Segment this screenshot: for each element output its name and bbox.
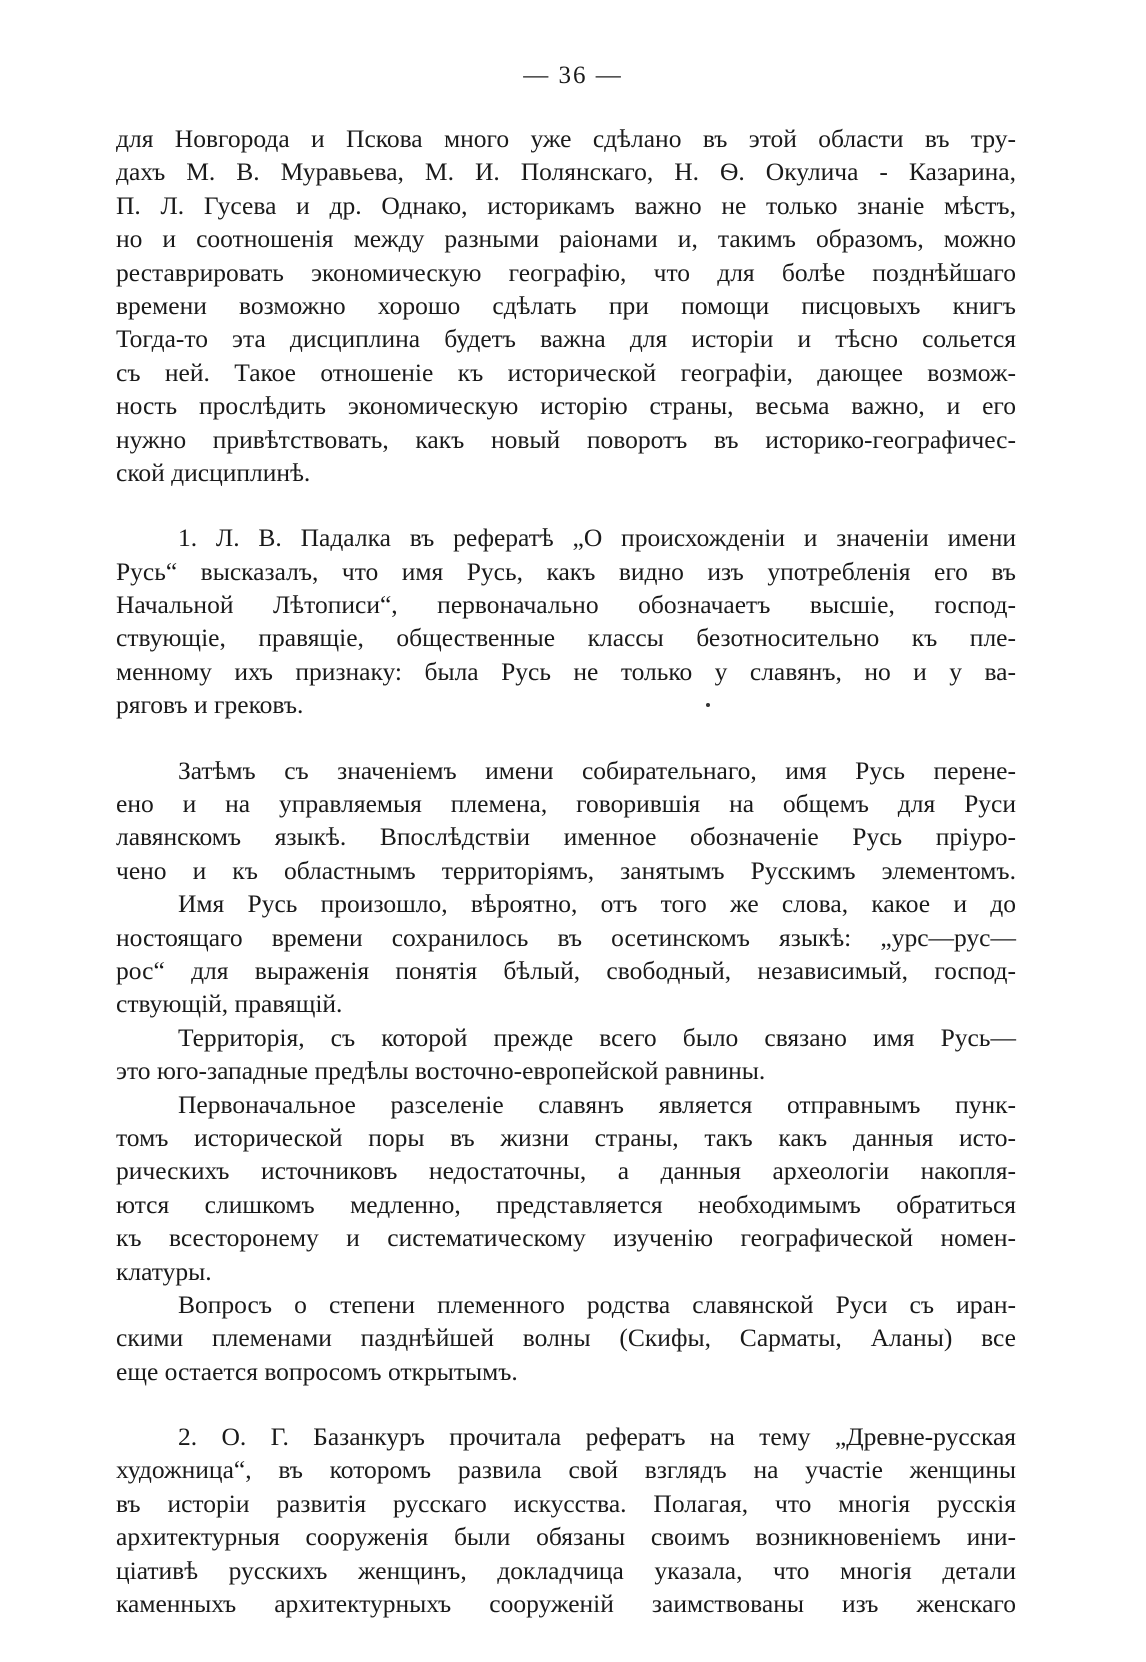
text-line: ено и на управляемыя племена, говорившiя на общемъ для Руси [116,789,1016,819]
page-body [116,122,1016,1620]
text-line: еще остается вопросомъ открытымъ. [116,1356,518,1386]
text-line: цiативѣ русскихъ женщинъ, докладчица указала, что многiя детали [116,1555,1016,1585]
text-line: 1. Л. В. Падалка въ рефератѣ „О происхожденiи и значенiи имени [178,523,1016,553]
paragraph-intro [116,122,1016,489]
paragraph-gap [116,489,1016,521]
text-line: времени возможно хорошо сдѣлать при помощи писцовыхъ книгъ [116,290,1016,320]
paragraph-gap [116,722,1016,754]
text-line: нужно привѣтствовать, какъ новый поворотъ въ историко-географичес- [116,424,1016,454]
text-line: для Новгорода и Пскова много уже сдѣлано въ этой области въ тру- [116,124,1016,153]
text-line: Начальной Лѣтописи“, первоначально обозначаетъ высшiе, господ- [116,590,1016,620]
paragraph-item-1-cont-e [116,1288,1016,1388]
text-line: въ исторiи развитiя русскаго искусства. Полагая, что многiя русскiя [116,1488,1016,1518]
text-line: Русь“ высказалъ, что имя Русь, какъ видно изъ употребленiя его въ [116,556,1016,586]
text-line: къ всесторонему и систематическому изученiю географической номен- [116,1223,1016,1253]
text-line: ствующiй, правящiй. [116,989,343,1019]
print-speck [706,703,710,707]
text-line: ются слишкомъ медленно, представляется необходимымъ обратиться [116,1189,1016,1219]
text-line: художница“, въ которомъ развила свой взглядъ на участiе женщины [116,1455,1016,1485]
text-line: это юго-западные предѣлы восточно-европейской равнины. [116,1056,766,1086]
text-line: чено и къ областнымъ территорiямъ, занятымъ Русскимъ элементомъ. [116,855,1016,885]
text-line: Тогда-то эта дисциплина будетъ важна для исторiи и тѣсно сольется [116,324,1016,354]
text-line: Территорiя, съ которой прежде всего было связано имя Русь— [178,1022,1016,1052]
paragraph-item-1-cont-c [116,1021,1016,1088]
text-line: П. Л. Гусева и др. Однако, историкамъ важно не только знанiе мѣстъ, [116,190,1016,220]
text-line: реставрировать экономическую географiю, что для болѣе позднѣйшаго [116,257,1016,287]
text-line: Имя Русь произошло, вѣроятно, отъ того же слова, какое и до [178,889,1016,919]
page-number: — 36 — [523,62,623,89]
paragraph-item-1-cont-a [116,754,1016,888]
paragraph-item-1-cont-d [116,1088,1016,1288]
text-line: съ ней. Такое отношенiе къ исторической географiи, дающее возмож- [116,357,1016,387]
text-line: томъ исторической поры въ жизни страны, такъ какъ данныя исто- [116,1122,1016,1152]
text-line: архитектурныя сооруженiя были обязаны своимъ возникновенiемъ ини- [116,1522,1016,1552]
text-line: каменныхъ архитектурныхъ сооруженiй заимствованы изъ женскаго [116,1589,1016,1619]
text-line: Вопросъ о степени племенного родства славянской Руси съ иран- [178,1289,1016,1319]
text-line: Затѣмъ съ значенiемъ имени собирательнаго, имя Русь перене- [178,755,1016,785]
text-line: но и соотношенiя между разными раiонами и, такимъ образомъ, можно [116,224,1016,254]
text-line: клатуры. [116,1256,212,1286]
text-line: ской дисциплинѣ. [116,457,311,487]
paragraph-item-2 [116,1420,1016,1620]
text-line: Первоначальное разселенiе славянъ является отправнымъ пунк- [178,1089,1016,1119]
text-line: ность прослѣдить экономическую исторiю страны, весьма важно, и его [116,391,1016,421]
paragraph-gap [116,1388,1016,1420]
text-line: ствующiе, правящiе, общественные классы безотносительно къ пле- [116,623,1016,653]
text-line: лавянскомъ языкѣ. Впослѣдствiи именное обозначенiе Русь прiуро- [116,822,1016,852]
text-line: рическихъ источниковъ недостаточны, а данныя археологiи накопля- [116,1156,1016,1186]
text-line: 2. О. Г. Базанкуръ прочитала рефератъ на тему „Древне-русская [178,1422,1016,1452]
paragraph-item-1-cont-b [116,887,1016,1021]
paragraph-item-1 [116,521,1016,721]
text-line: ностоящаго времени сохранилось въ осетинскомъ языкѣ: „урс—рус— [116,922,1016,952]
text-line: ряговъ и грековъ. [116,690,304,720]
text-line: менному ихъ признаку: была Русь не только у славянъ, но и у ва- [116,656,1016,686]
text-line: дахъ М. В. Муравьева, М. И. Полянскаго, Н. Ѳ. Окулича - Казарина, [116,157,1016,187]
text-line: рос“ для выраженiя понятiя бѣлый, свободный, независимый, господ- [116,955,1016,985]
text-line: скими племенами пазднѣйшей волны (Скифы, Сарматы, Аланы) все [116,1323,1016,1353]
